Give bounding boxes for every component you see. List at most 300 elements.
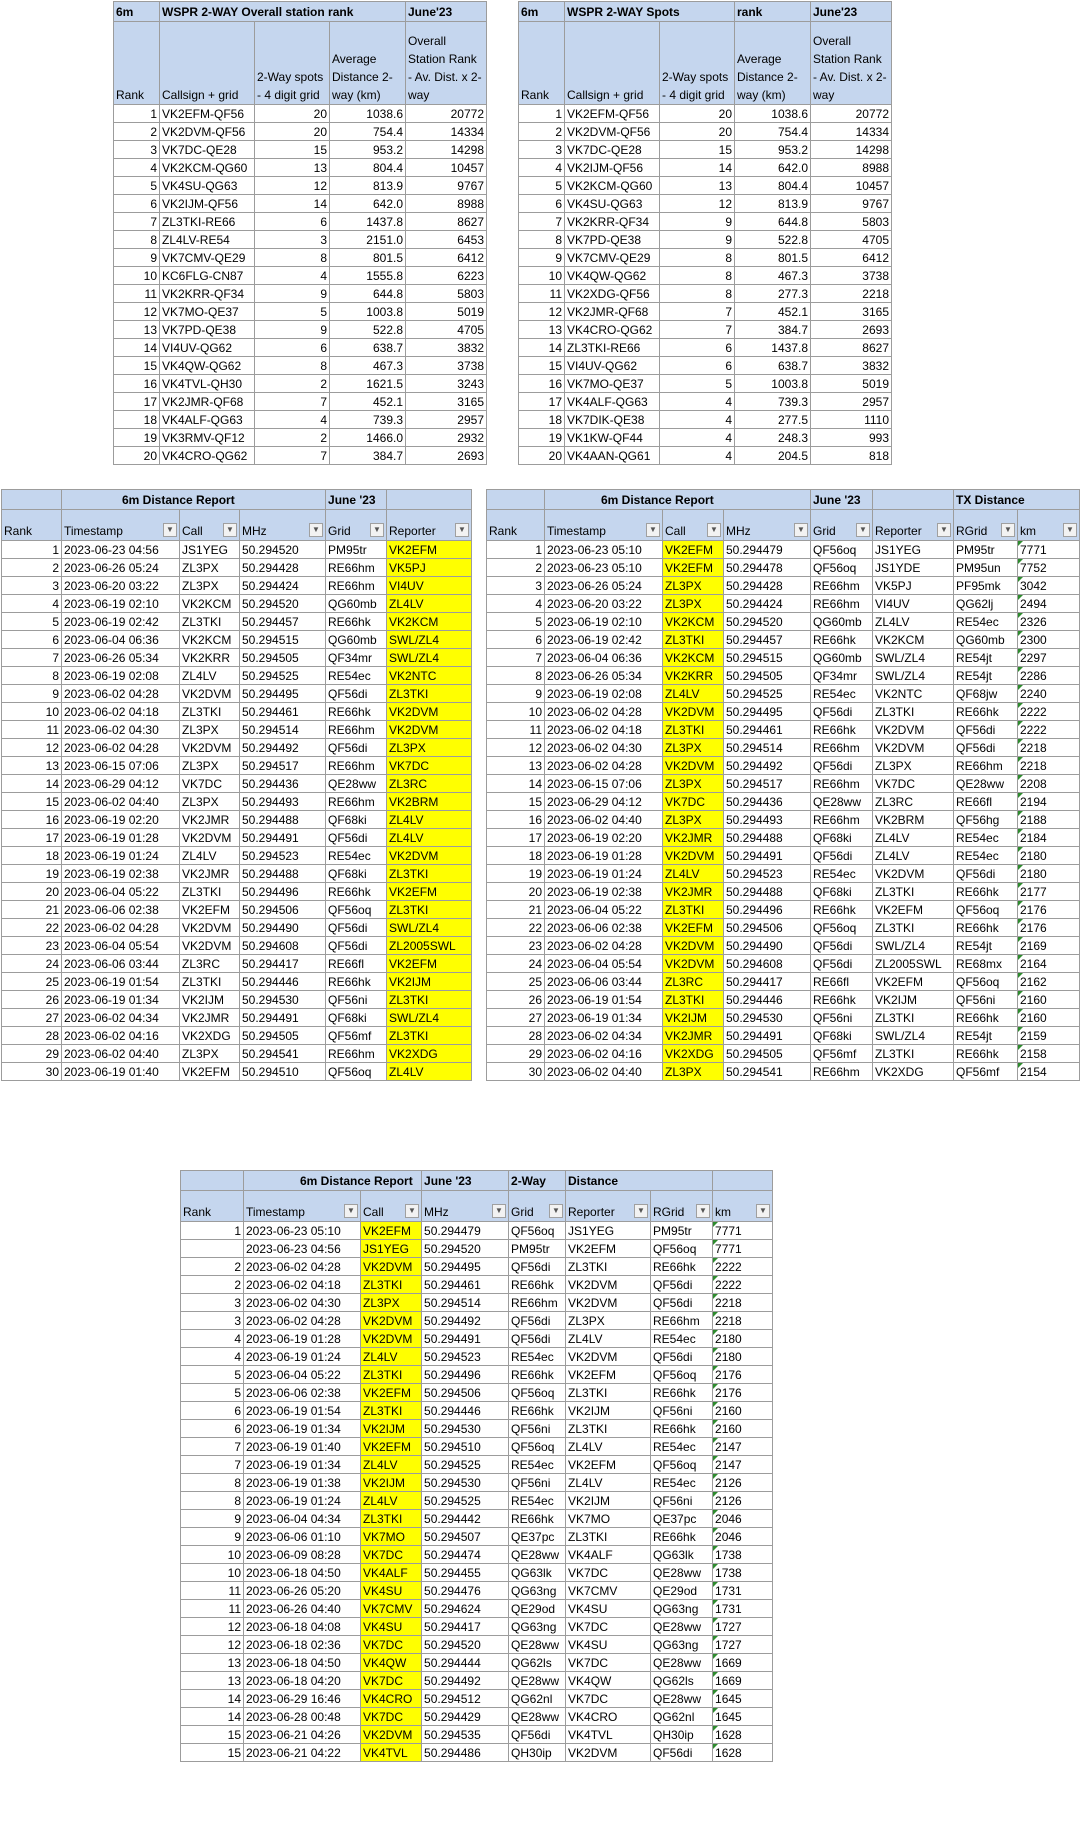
title-row [114,2,487,22]
table-cell: SWL/ZL4 [873,1027,954,1045]
table-cell: ZL3TKI [663,901,724,919]
table-cell: 6412 [811,249,892,267]
table-row [181,1564,773,1582]
table-cell: 50.294493 [724,811,811,829]
table-row [2,919,472,937]
table-cell: RE66hm [811,775,873,793]
table-row [487,829,1080,847]
table-cell: VK2EFM [361,1438,422,1456]
title-row [181,1171,773,1191]
table-cell: 2023-06-04 06:36 [545,649,663,667]
table-cell: QF56oq [954,901,1018,919]
table-row [519,429,892,447]
table-cell: 2023-06-19 02:38 [545,883,663,901]
table-cell: 50.294510 [240,1063,326,1081]
table-cell: VK2EFM [663,919,724,937]
table-cell: VK2DVM [180,919,240,937]
table-row [181,1384,773,1402]
table-cell: QE37pc [509,1528,566,1546]
filter-dropdown-icon[interactable]: ▼ [856,523,870,537]
table-cell: 50.294520 [422,1240,509,1258]
table-cell: 8 [181,1474,244,1492]
table-row [487,793,1080,811]
filter-dropdown-icon[interactable]: ▼ [937,523,951,537]
table-cell: 50.294424 [240,577,326,595]
table-cell: 8 [660,285,735,303]
table-cell: 1731 [713,1582,773,1600]
table-cell: 2023-06-21 04:26 [244,1726,361,1744]
filter-dropdown-icon[interactable]: ▼ [696,1204,710,1218]
title-cell: 6m Distance Report [545,490,811,510]
table-cell: RE66hk [509,1276,566,1294]
table-cell: 2023-06-06 02:38 [62,901,180,919]
filter-dropdown-icon[interactable]: ▼ [794,523,808,537]
table-cell: 6 [519,195,565,213]
table-cell: 2023-06-15 07:06 [62,757,180,775]
table-cell: ZL3PX [180,1045,240,1063]
table-cell: VK4QW [566,1672,651,1690]
table-cell: 10 [487,703,545,721]
table-cell: VK2IJM [180,991,240,1009]
table-cell: 1110 [811,411,892,429]
table-cell: 4 [255,267,330,285]
table-cell: RE66hk [954,883,1018,901]
table-row [114,159,487,177]
table-row [114,177,487,195]
table-cell: RE66hm [811,577,873,595]
table-cell: 50.294436 [724,793,811,811]
table-cell: 2023-06-02 04:28 [244,1312,361,1330]
table-cell: 11 [181,1600,244,1618]
table-row [181,1546,773,1564]
table-cell: 1038.6 [735,105,811,123]
table-cell: QE28ww [651,1654,713,1672]
title-row [519,2,892,22]
table-cell: RE66hm [811,739,873,757]
table-cell: 5 [487,613,545,631]
table-row [487,595,1080,613]
table-cell: 1727 [713,1636,773,1654]
table-cell: VK2EFM [873,973,954,991]
table-cell: VK4TVL [361,1744,422,1762]
table-row [114,231,487,249]
table-cell: ZL3RC [387,775,472,793]
column-header: MHz ▼ [724,510,811,541]
table-cell: 50.294520 [240,541,326,559]
table-row [181,1456,773,1474]
table-cell: 50.294492 [422,1672,509,1690]
filter-dropdown-icon[interactable]: ▼ [646,523,660,537]
table-cell: PM95tr [651,1222,713,1240]
table-cell: 2023-06-19 01:28 [244,1330,361,1348]
table-cell: VK4SU [361,1582,422,1600]
table-cell: VK2KCM [180,631,240,649]
table-cell: VK2DVM [361,1312,422,1330]
table-cell: VK7DC [566,1618,651,1636]
title-cell: 6m Distance Report [62,490,326,510]
table-row [2,721,472,739]
table-row [487,811,1080,829]
table-cell: 2046 [713,1528,773,1546]
table-cell: 15 [660,141,735,159]
table-row [2,937,472,955]
table-row [2,541,472,559]
filter-dropdown-icon[interactable]: ▼ [634,1204,648,1218]
table-cell: VK7DIK-QE38 [565,411,660,429]
table-cell: 2023-06-04 05:22 [62,883,180,901]
table-cell: QF56ni [651,1402,713,1420]
table-cell: 2023-06-23 04:56 [62,541,180,559]
table-cell: SWL/ZL4 [387,919,472,937]
table-cell: QE28ww [651,1618,713,1636]
table-cell: 50.294515 [240,631,326,649]
table-cell: 14 [114,339,160,357]
table-cell: VK2XDG [387,1045,472,1063]
table-cell: 50.294512 [422,1690,509,1708]
table-cell: 20 [519,447,565,465]
table-cell: 50.294523 [240,847,326,865]
table-cell: 21 [2,901,62,919]
table-cell: 8627 [406,213,487,231]
table-cell: 50.294478 [724,559,811,577]
header-row [519,22,892,105]
table-cell: 2023-06-21 04:22 [244,1744,361,1762]
filter-dropdown-icon[interactable]: ▼ [1001,523,1015,537]
table-cell: VK2DVM [180,829,240,847]
table-cell: 6 [181,1420,244,1438]
table-cell: 2151.0 [330,231,406,249]
table-cell: VK2KRR [180,649,240,667]
column-header: 2-Way spots - 4 digit grid [660,22,735,105]
table-cell: 50.294429 [422,1708,509,1726]
table-row [2,865,472,883]
table-row [2,991,472,1009]
title-blank [713,1171,773,1191]
table-row [181,1222,773,1240]
table-cell: RE66hk [651,1258,713,1276]
table-cell: ZL3TKI [387,1027,472,1045]
table-cell: ZL3PX [361,1294,422,1312]
table-cell: 2023-06-19 01:24 [545,865,663,883]
table-cell: VK2EFM [387,883,472,901]
filter-dropdown-icon[interactable]: ▼ [1063,523,1077,537]
table-cell: QF56mf [811,1045,873,1063]
table-cell: 2023-06-19 01:34 [244,1456,361,1474]
table-cell: 20772 [811,105,892,123]
table-cell: 50.294495 [422,1258,509,1276]
table-cell: 8 [2,667,62,685]
table-cell: 2159 [1018,1027,1080,1045]
table-cell: 2023-06-02 04:40 [545,811,663,829]
table-row [487,739,1080,757]
table-cell: 3 [255,231,330,249]
table-cell: 50.294505 [240,649,326,667]
table-cell: VK2IJM [663,1009,724,1027]
table-cell: 50.294520 [240,595,326,613]
table-cell: QE37pc [651,1510,713,1528]
table-row [181,1636,773,1654]
table-cell: 50.294428 [240,559,326,577]
table-row [519,141,892,159]
table-cell: VK2EFM [180,1063,240,1081]
table-cell: 2218 [1018,757,1080,775]
table-cell: 50.294535 [422,1726,509,1744]
table-cell: ZL3PX [663,775,724,793]
table-cell: 50.294541 [724,1063,811,1081]
table-cell: 50.294488 [724,829,811,847]
filter-dropdown-icon[interactable]: ▼ [405,1204,419,1218]
table-cell: ZL4LV [873,847,954,865]
table-cell: ZL3TKI [387,865,472,883]
table-cell: 1 [2,541,62,559]
table-cell: 2023-06-19 01:38 [244,1474,361,1492]
table-cell: VK2IJM-QF56 [160,195,255,213]
table-cell: 7 [487,649,545,667]
table-cell: QF56oq [651,1240,713,1258]
filter-dropdown-icon[interactable]: ▼ [163,523,177,537]
table-cell [181,1240,244,1258]
table-cell: ZL3TKI [566,1528,651,1546]
table-cell: 15 [519,357,565,375]
header-row [114,22,487,105]
table-row [519,339,892,357]
table-cell: 813.9 [735,195,811,213]
table-cell: 4705 [811,231,892,249]
table-cell: SWL/ZL4 [873,649,954,667]
table-cell: 10 [114,267,160,285]
table-cell: ZL3TKI [180,973,240,991]
table-cell: VK7MO-QE37 [565,375,660,393]
table-cell: QG60mb [326,595,387,613]
table-row [487,883,1080,901]
table-cell: 50.294428 [724,577,811,595]
table-cell: 2023-06-19 01:54 [62,973,180,991]
table-cell: 2023-06-19 02:20 [545,829,663,847]
table-cell: RE54ec [811,865,873,883]
table-cell: JS1YEG [180,541,240,559]
table-cell: 7 [255,393,330,411]
filter-dropdown-icon[interactable]: ▼ [455,523,469,537]
table-cell: RE54ec [651,1438,713,1456]
table-cell: 1669 [713,1672,773,1690]
table-cell: 15 [255,141,330,159]
table-cell: 2 [181,1258,244,1276]
table-cell: VK2JMR-QF68 [160,393,255,411]
table-cell: 452.1 [330,393,406,411]
table-cell: RE54jt [954,937,1018,955]
table-cell: ZL3PX [180,757,240,775]
table-cell: RE66hm [811,1063,873,1081]
table-cell: 8988 [811,159,892,177]
table-cell: 50.294488 [240,865,326,883]
table-cell: VK2KCM [663,613,724,631]
table-cell: RE68mx [954,955,1018,973]
table-cell: 1 [519,105,565,123]
table-cell: 467.3 [735,267,811,285]
table-cell: QE28ww [326,775,387,793]
table-cell: 5803 [406,285,487,303]
table-cell: 50.294491 [724,847,811,865]
table-cell: 2023-06-02 04:28 [545,757,663,775]
table-cell: 9 [2,685,62,703]
table-row [487,937,1080,955]
table-cell: RE66hm [509,1294,566,1312]
table-cell: RE66hm [326,1045,387,1063]
table-cell: 17 [2,829,62,847]
table-cell: 1628 [713,1726,773,1744]
table-cell: 2023-06-28 00:48 [244,1708,361,1726]
table-cell: 50.294514 [724,739,811,757]
table-cell: RE66hk [326,613,387,631]
table-cell: QF56di [509,1258,566,1276]
title-blank [2,490,62,510]
table-cell: 50.294517 [724,775,811,793]
table-cell: 5 [255,303,330,321]
table-cell: 993 [811,429,892,447]
table-cell: 50.294492 [422,1312,509,1330]
table-cell: RE66hm [326,757,387,775]
column-header: MHz ▼ [422,1191,509,1222]
table-cell: 7 [181,1456,244,1474]
table-cell: VK2DVM [663,955,724,973]
column-header: Overall Station Rank - Av. Dist. x 2-way [811,22,892,105]
table-cell: VK7DC [180,775,240,793]
table-cell: 9767 [406,177,487,195]
table-cell: QF34mr [811,667,873,685]
table-cell: QE29od [509,1600,566,1618]
table-cell: 2023-06-19 02:08 [62,667,180,685]
table-cell: 4705 [406,321,487,339]
table-cell: QF56ni [509,1420,566,1438]
table-cell: 2188 [1018,811,1080,829]
filter-dropdown-icon[interactable]: ▼ [549,1204,563,1218]
table-cell: QF56di [651,1348,713,1366]
table-cell: QF56hg [954,811,1018,829]
table-cell: 50.294474 [422,1546,509,1564]
table-row [487,541,1080,559]
table-cell: VK7DC [566,1690,651,1708]
table-cell: VK2DVM-QF56 [565,123,660,141]
filter-dropdown-icon[interactable]: ▼ [344,1204,358,1218]
filter-dropdown-icon[interactable]: ▼ [370,523,384,537]
table-cell: 50.294505 [724,667,811,685]
table-row [2,757,472,775]
table-cell: 14 [519,339,565,357]
table-cell: VK4ALF-QG63 [565,393,660,411]
table-cell: 2023-06-19 01:34 [545,1009,663,1027]
table-cell: ZL4LV [566,1474,651,1492]
table-cell: VK2IJM [873,991,954,1009]
filter-dropdown-icon[interactable]: ▼ [707,523,721,537]
table-cell: VK2KCM [387,613,472,631]
table-cell: 6 [181,1402,244,1420]
table-cell: 5803 [811,213,892,231]
table-cell: VK2EFM [361,1384,422,1402]
table-row [519,105,892,123]
table-cell: QH30ip [509,1744,566,1762]
table-cell: VK4CRO [566,1708,651,1726]
table-cell: 2 [255,429,330,447]
table-cell: 2147 [713,1438,773,1456]
table-cell: VK7DC [361,1636,422,1654]
title-cell: June'23 [811,2,892,22]
table-cell: RE54jt [954,667,1018,685]
table-cell: VK2JMR [663,829,724,847]
table-cell: 2023-06-04 06:36 [62,631,180,649]
table-cell: 8 [255,249,330,267]
column-header: Call ▼ [180,510,240,541]
table-cell: ZL3TKI-RE66 [565,339,660,357]
table-cell: 2023-06-19 02:10 [545,613,663,631]
table-row [487,721,1080,739]
table-cell: 7771 [713,1222,773,1240]
table-cell: 2023-06-04 04:34 [244,1510,361,1528]
filter-dropdown-icon[interactable]: ▼ [492,1204,506,1218]
table-cell: QF68jw [954,685,1018,703]
overall-rank-table [113,1,487,465]
table-row [487,559,1080,577]
column-header: Rank [181,1191,244,1222]
table-cell: 3738 [406,357,487,375]
table-cell: QF56oq [509,1438,566,1456]
table-cell: 50.294476 [422,1582,509,1600]
table-cell: 50.294608 [240,937,326,955]
table-row [519,213,892,231]
table-cell: 50.294461 [724,721,811,739]
table-cell: 28 [487,1027,545,1045]
table-cell: 2023-06-19 01:34 [244,1420,361,1438]
filter-dropdown-icon[interactable]: ▼ [756,1204,770,1218]
table-row [2,955,472,973]
table-cell: 9 [519,249,565,267]
filter-dropdown-icon[interactable]: ▼ [223,523,237,537]
table-cell: 50.294446 [240,973,326,991]
table-cell: 50.294461 [422,1276,509,1294]
table-row [181,1294,773,1312]
table-cell: 2222 [713,1258,773,1276]
table-cell: VK3RMV-QF12 [160,429,255,447]
table-cell: 2023-06-02 04:34 [62,1009,180,1027]
table-cell: 14 [660,159,735,177]
table-row [2,595,472,613]
table-row [2,649,472,667]
table-cell: 9 [487,685,545,703]
table-cell: 50.294417 [724,973,811,991]
table-row [114,447,487,465]
table-cell: 7 [519,213,565,231]
table-cell: RE66hm [811,595,873,613]
table-cell: 2180 [1018,865,1080,883]
column-header: Timestamp ▼ [545,510,663,541]
table-cell: 1437.8 [735,339,811,357]
table-row [114,285,487,303]
table-cell: QF56di [651,1276,713,1294]
table-cell: PM95tr [954,541,1018,559]
table-cell: 4 [660,411,735,429]
table-cell: PF95mk [954,577,1018,595]
filter-dropdown-icon[interactable]: ▼ [309,523,323,537]
table-cell: VK4SU [566,1636,651,1654]
table-row [2,631,472,649]
table-cell: 14334 [811,123,892,141]
table-cell: QF68ki [326,811,387,829]
table-cell: 18 [519,411,565,429]
table-cell: ZL3TKI [873,919,954,937]
table-cell: 2297 [1018,649,1080,667]
table-cell: VK5PJ [873,577,954,595]
table-cell: RE54jt [954,1027,1018,1045]
table-cell: 2286 [1018,667,1080,685]
